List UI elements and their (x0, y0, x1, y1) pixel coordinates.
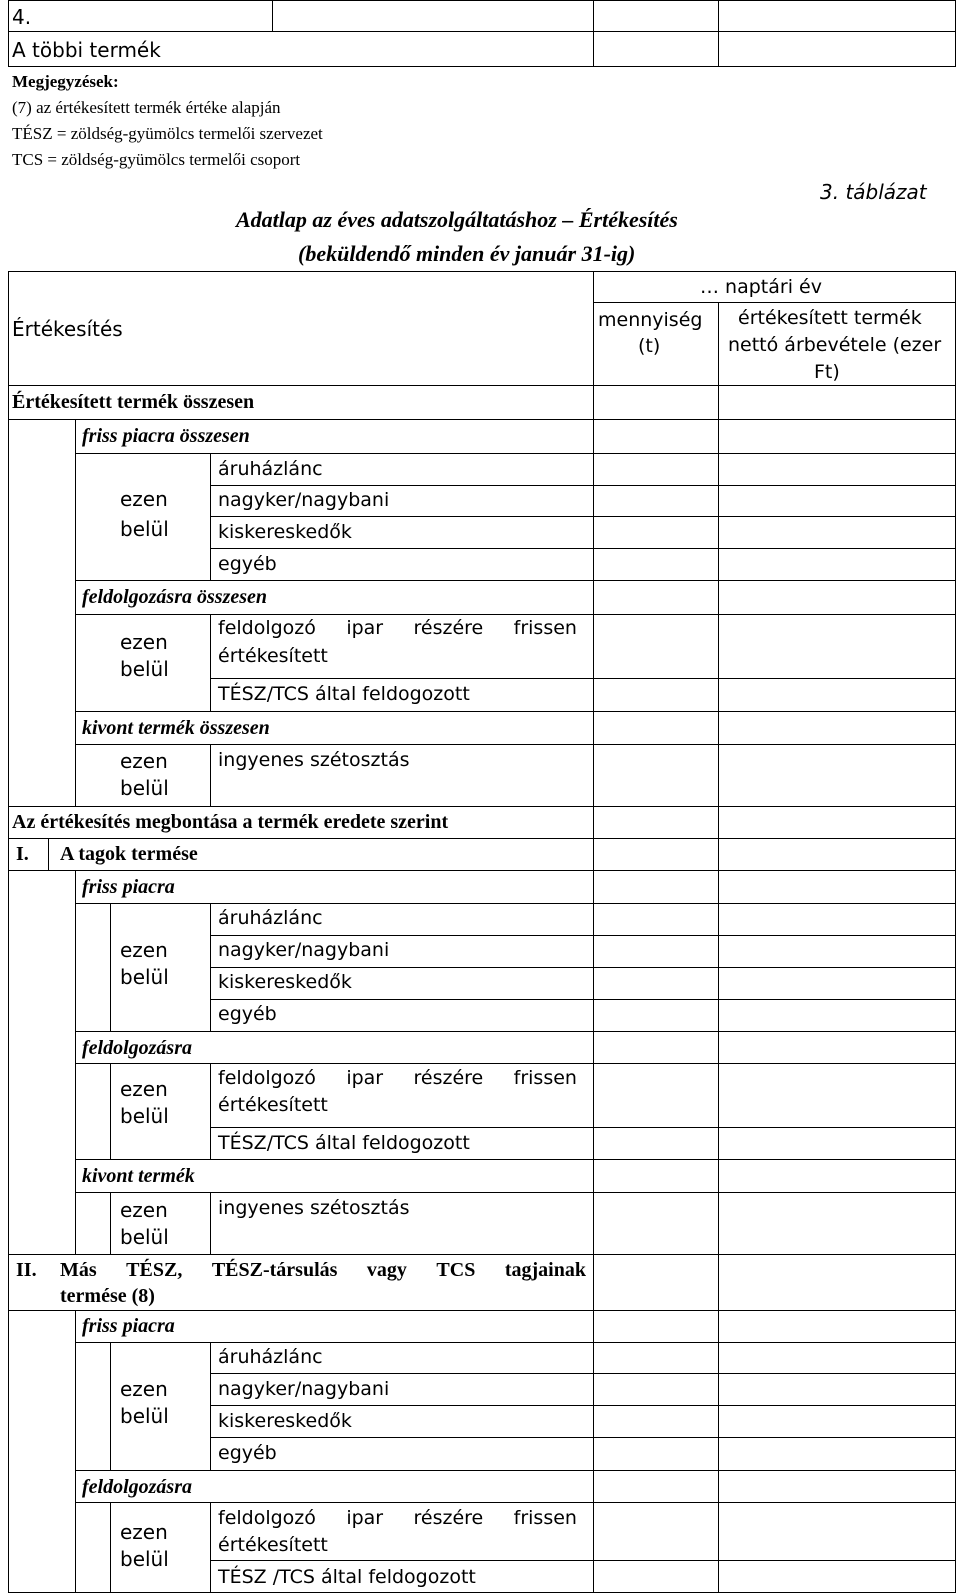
section-2-number: II. (16, 1259, 37, 1281)
text-part: frissen (513, 1067, 577, 1089)
row-line (75, 711, 956, 712)
text-part: vagy (366, 1259, 407, 1281)
row-line (210, 935, 956, 936)
row-line (210, 1405, 956, 1406)
indent-line (210, 1502, 211, 1593)
row-aruhazlanc: áruházlánc (218, 458, 323, 480)
row-line (75, 903, 956, 904)
top-border (8, 0, 956, 1)
top-left-border (8, 0, 9, 67)
row-withdrawn: kivont termék (82, 1165, 195, 1187)
row-aruhazlanc: áruházlánc (218, 907, 323, 929)
row-line (75, 1192, 956, 1193)
row-line (75, 580, 956, 581)
label-belul: belül (120, 776, 169, 800)
row-tesz-tcs: TÉSZ/TCS által feldogozott (218, 683, 470, 705)
indent-line (75, 419, 76, 806)
indent-line (110, 1502, 111, 1593)
row-line (210, 1127, 956, 1128)
label-ezen: ezen (120, 938, 168, 962)
table-right-border (955, 271, 956, 1593)
row-kisker: kiskereskedők (218, 1410, 352, 1432)
row-feldolgozo-ipar (218, 1067, 577, 1089)
indent-line (210, 744, 211, 806)
row-ertekesitett: értékesített (218, 1094, 328, 1116)
header-sales: Értékesítés (12, 317, 123, 341)
row-line (210, 678, 956, 679)
row-egyeb: egyéb (218, 553, 277, 575)
row-aruhazlanc: áruházlánc (218, 1346, 323, 1368)
row-kisker: kiskereskedők (218, 521, 352, 543)
row-nagyker: nagyker/nagybani (218, 939, 390, 961)
row-sold-total: Értékesített termék összesen (12, 391, 255, 413)
row-feldolgozo-ipar (218, 617, 577, 639)
table-left-border (8, 271, 9, 1593)
row-ertekesitett: értékesített (218, 645, 328, 667)
text-part: ipar (346, 617, 384, 639)
row-ingyenes: ingyenes szétosztás (218, 1197, 410, 1219)
row-egyeb: egyéb (218, 1442, 277, 1464)
section-2-title-line2: termése (8) (60, 1285, 155, 1307)
text-part: TCS (436, 1259, 476, 1281)
row-line (210, 485, 956, 486)
row-line (75, 1031, 956, 1032)
text-part: TÉSZ-társulás (211, 1259, 338, 1281)
row-processing-total: feldolgozásra összesen (82, 586, 268, 608)
row-egyeb: egyéb (218, 1003, 277, 1025)
notes-title: Megjegyzések: (12, 72, 119, 91)
indent-line (110, 1342, 111, 1470)
text-part: feldolgozó (218, 1507, 316, 1529)
label-ezen: ezen (120, 749, 168, 773)
text-part: frissen (513, 1507, 577, 1529)
year-underline (593, 302, 956, 303)
row-withdrawn-total: kivont termék összesen (82, 717, 270, 739)
row-line (210, 1373, 956, 1374)
text-part: részére (413, 1067, 484, 1089)
label-ezen: ezen (120, 1377, 168, 1401)
top-divider-1 (8, 31, 956, 32)
row-line (75, 744, 956, 745)
row-processing: feldolgozásra (82, 1476, 192, 1498)
row-nagyker: nagyker/nagybani (218, 1378, 390, 1400)
row-line (8, 1254, 956, 1255)
row-line (75, 1063, 956, 1064)
indent-line (210, 614, 211, 711)
row-line (8, 1310, 956, 1311)
row-processing: feldolgozásra (82, 1037, 192, 1059)
rev-col-left (718, 302, 719, 1593)
label-belul: belül (120, 517, 169, 541)
top-col-3 (718, 0, 719, 67)
indent-line (110, 903, 111, 1031)
section-1-title: A tagok termése (60, 843, 198, 865)
note-7: (7) az értékesített termék értéke alapján (12, 98, 281, 117)
text-part: részére (413, 617, 484, 639)
row-tesz-tcs: TÉSZ /TCS által feldogozott (218, 1566, 476, 1588)
row-nagyker: nagyker/nagybani (218, 489, 390, 511)
header-bottom (8, 385, 956, 386)
text-part: Más (60, 1259, 97, 1281)
indent-line (48, 838, 49, 870)
indent-line (210, 903, 211, 1031)
header-quantity: mennyiség (598, 309, 703, 331)
product-name: A többi termék (12, 38, 161, 62)
text-part: tagjainak (504, 1259, 586, 1281)
indent-line (75, 1310, 76, 1593)
text-part: feldolgozó (218, 1067, 316, 1089)
row-line (210, 516, 956, 517)
row-breakdown: Az értékesítés megbontása a termék eredete szerint (12, 811, 449, 833)
indent-line (210, 1342, 211, 1470)
row-line (75, 1470, 956, 1471)
row-line (210, 967, 956, 968)
indent-line (110, 1063, 111, 1159)
indent-line (210, 1192, 211, 1254)
section-2-title (60, 1259, 586, 1282)
row-kisker: kiskereskedők (218, 971, 352, 993)
row-tesz-tcs: TÉSZ/TCS által feldogozott (218, 1132, 470, 1154)
text-part: feldolgozó (218, 617, 316, 639)
row-ingyenes: ingyenes szétosztás (218, 749, 410, 771)
header-revenue: értékesített termék (738, 307, 922, 329)
row-line (8, 870, 956, 871)
section-1-number: I. (16, 843, 29, 865)
row-line (210, 1560, 956, 1561)
form-title: Adatlap az éves adatszolgáltatáshoz – Értékesítés (236, 207, 678, 232)
text-part: részére (413, 1507, 484, 1529)
row-ertekesitett: értékesített (218, 1534, 328, 1556)
note-tesz: TÉSZ = zöldség-gyümölcs termelői szervezet (12, 124, 323, 143)
top-col-1 (272, 0, 273, 32)
row-line (210, 999, 956, 1000)
label-ezen: ezen (120, 487, 168, 511)
note-tcs: TCS = zöldség-gyümölcs termelői csoport (12, 150, 301, 169)
indent-line (110, 1192, 111, 1254)
label-ezen: ezen (120, 1520, 168, 1544)
text-part: ipar (346, 1507, 384, 1529)
top-col-4 (955, 0, 956, 67)
product-number: 4. (12, 5, 32, 29)
row-line (75, 1502, 956, 1503)
row-line (75, 614, 956, 615)
label-belul: belül (120, 657, 169, 681)
top-col-2 (593, 0, 594, 67)
form-subtitle: (beküldendő minden év január 31-ig) (298, 241, 636, 266)
label-belul: belül (120, 1104, 169, 1128)
row-feldolgozo-ipar (218, 1507, 577, 1529)
label-belul: belül (120, 1547, 169, 1571)
header-revenue-3: Ft) (814, 361, 840, 383)
text-part: ipar (346, 1067, 384, 1089)
row-line (75, 453, 956, 454)
label-ezen: ezen (120, 1198, 168, 1222)
label-ezen: ezen (120, 630, 168, 654)
row-line (8, 838, 956, 839)
text-part: frissen (513, 617, 577, 639)
indent-line (210, 1063, 211, 1159)
label-belul: belül (120, 1225, 169, 1249)
header-year: … naptári év (700, 276, 822, 298)
row-line (210, 548, 956, 549)
qty-col-left (593, 271, 594, 1593)
row-fresh: friss piacra (82, 876, 175, 898)
label-belul: belül (120, 1404, 169, 1428)
top-divider-2 (8, 66, 956, 67)
header-revenue-2: nettó árbevétele (ezer (728, 334, 942, 356)
row-line (75, 1159, 956, 1160)
label-ezen: ezen (120, 1077, 168, 1101)
header-quantity-unit: (t) (638, 335, 661, 357)
label-belul: belül (120, 965, 169, 989)
table-reference: 3. táblázat (820, 180, 927, 204)
indent-line (210, 453, 211, 580)
row-line (210, 1437, 956, 1438)
row-line (8, 806, 956, 807)
table-top-border (8, 271, 956, 272)
text-part: TÉSZ, (126, 1259, 183, 1281)
row-line (75, 1342, 956, 1343)
row-line (8, 419, 956, 420)
indent-line (75, 870, 76, 1254)
row-fresh: friss piacra (82, 1315, 175, 1337)
row-fresh-total: friss piacra összesen (82, 425, 250, 447)
